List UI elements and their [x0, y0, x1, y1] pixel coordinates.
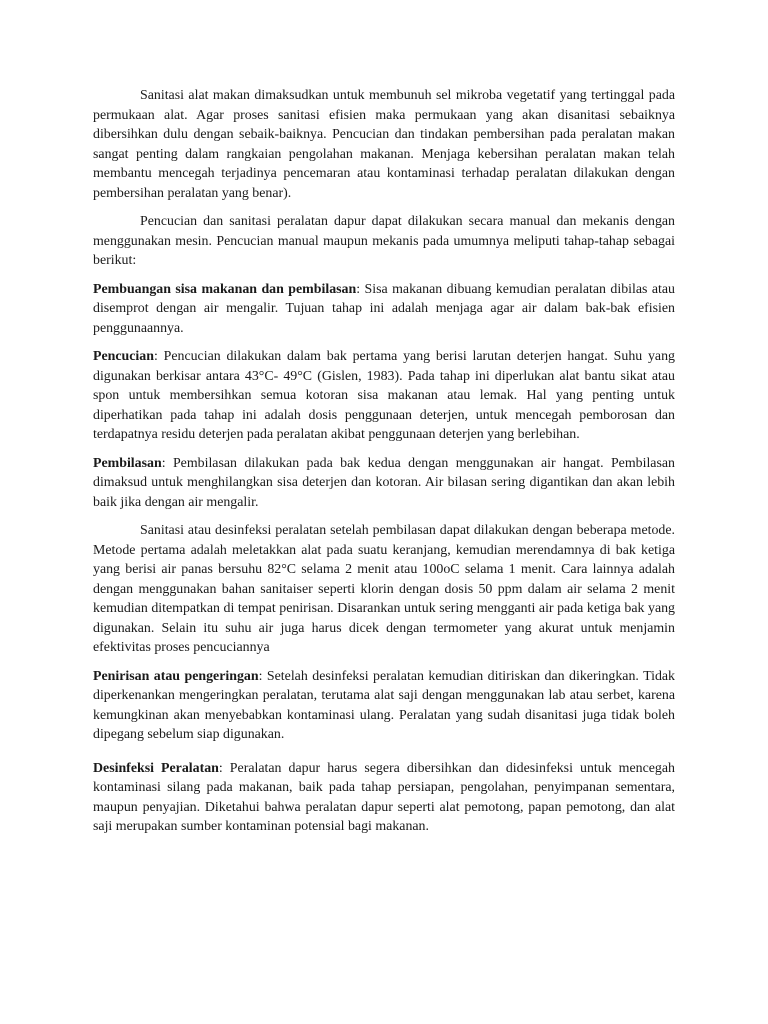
paragraph-text: : Sisa makanan dibuang kemudian peralatan dibilas atau disemprot dengan air mengalir. Tujuan tahap ini adalah menjaga agar air dalam bak-bak efisien penggunaannya.: [93, 281, 675, 336]
paragraph-text: Sanitasi alat makan dimaksudkan untuk membunuh sel mikroba vegetatif yang tertinggal pada permukaan alat. Agar proses sanitasi efisien maka permukaan yang akan disanitasi sebaiknya dibersihkan dulu dengan sebaik-baiknya. Pencucian dan tindakan pembersihan pada peralatan makan sangat penting dalam rangkaian pengolahan makanan. Menjaga kebersihan peralatan makan telah membantu mencegah terjadinya pencemaran atau kontaminasi terhadap peralatan dilakukan dengan pembersihan peralatan yang benar).: [93, 88, 675, 201]
paragraph-text: : Pembilasan dilakukan pada bak kedua dengan menggunakan air hangat. Pembilasan dimaksud untuk menghilangkan sisa deterjen dan kotoran. Air bilasan sering digantikan dan akan lebih baik jika dengan air mengalir.: [93, 455, 675, 510]
paragraph-text: : Pencucian dilakukan dalam bak pertama yang berisi larutan deterjen hangat. Suhu yang digunakan berkisar antara 43°C- 49°C (Gislen, 1983). Pada tahap ini diperlukan alat bantu sikat atau spon untuk membersihkan semua kotoran sisa makanan atau lemak. Hal yang penting untuk diperhatikan pada tahap ini adalah dosis penggunaan deterjen, untuk mencegah pemborosan dan terdapatnya residu deterjen pada peralatan akibat penggunaan deterjen yang berlebihan.: [93, 349, 675, 442]
paragraph-text: Sanitasi atau desinfeksi peralatan setelah pembilasan dapat dilakukan dengan beberapa metode. Metode pertama adalah meletakkan alat pada suatu keranjang, kemudian merendamnya di bak ketiga yang berisi air panas bersuhu 82°C selama 2 menit atau 100oC selama 1 menit. Cara lainnya adalah dengan menggunakan bahan sanitaiser seperti klorin dengan dosis 50 ppm dalam air selama 2 menit kemudian ditempatkan di tempat penirisan. Disarankan untuk sering mengganti air pada ketiga bak yang digunakan. Selain itu suhu air juga harus dicek dengan termometer yang akurat untuk menjamin efektivitas proses pencuciannya: [93, 523, 675, 655]
paragraph-pembilasan: [93, 454, 675, 513]
paragraph-text: : Setelah desinfeksi peralatan kemudian ditiriskan dan dikeringkan. Tidak diperkenankan mengeringkan peralatan, terutama alat saji dengan menggunakan lab atau serbet, karena kemungkinan akan menyebabkan kontaminasi ulang. Peralatan yang sudah disanitasi juga tidak boleh dipegang sebelum siap digunakan.: [93, 668, 675, 742]
paragraph-text: : Peralatan dapur harus segera dibersihkan dan didesinfeksi untuk mencegah kontaminasi silang pada makanan, baik pada tahap persiapan, pengolahan, penyimpanan sementara, maupun penyajian. Diketahui bahwa peralatan dapur seperti alat pemotong, papan pemotong, dan alat saji merupakan sumber kontaminan potensial bagi makanan.: [93, 760, 675, 834]
paragraph-term: Desinfeksi Peralatan: [93, 760, 219, 776]
paragraph-pencucian-dan-sanitasi: [93, 212, 675, 271]
paragraph-sanitasi-alat-makan: [93, 86, 675, 203]
paragraph-desinfeksi-peralatan: [93, 759, 675, 837]
paragraph-term: Penirisan atau pengeringan: [93, 668, 259, 684]
paragraph-pembuangan-sisa-makanan: [93, 280, 675, 339]
paragraph-text: Pencucian dan sanitasi peralatan dapur dapat dilakukan secara manual dan mekanis dengan menggunakan mesin. Pencucian manual maupun mekanis pada umumnya meliputi tahap-tahap sebagai berikut:: [93, 214, 675, 268]
paragraph-sanitasi-atau-desinfeksi: [93, 521, 675, 658]
paragraph-penirisan-atau-pengeringan: [93, 667, 675, 745]
paragraph-term: Pencucian: [93, 349, 154, 364]
paragraph-term: Pembilasan: [93, 455, 162, 471]
document-body: [93, 86, 675, 846]
paragraph-term: Pembuangan sisa makanan dan pembilasan: [93, 281, 357, 297]
paragraph-pencucian: [93, 347, 675, 445]
